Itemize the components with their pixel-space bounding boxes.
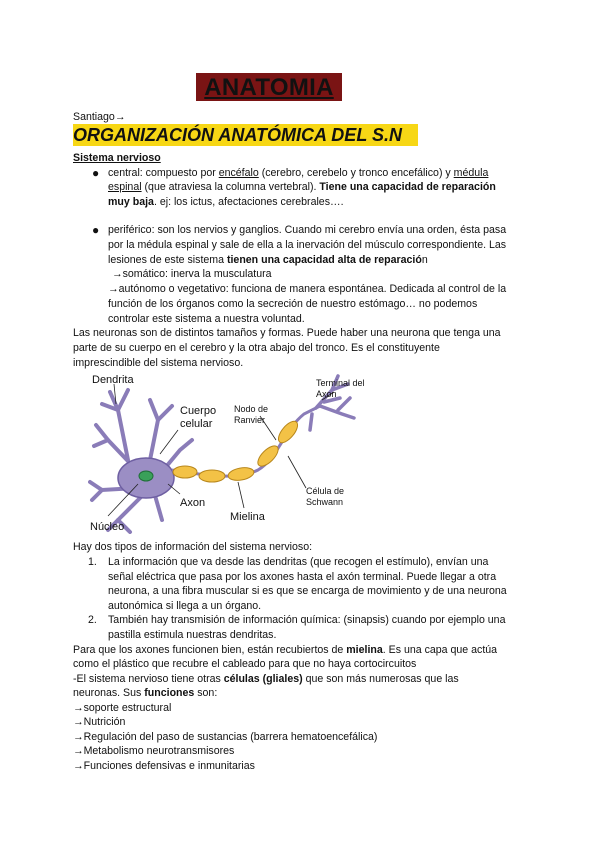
periferico-line-3: lesiones de este sistema tienen una capacidad alta de reparación <box>108 254 428 266</box>
funcion-item: →Funciones defensivas e inmunitarias <box>73 760 255 772</box>
page-title: ANATOMIA <box>196 73 342 101</box>
funcion-item: →Regulación del paso de sustancias (barrera hematoencefálica) <box>73 731 378 743</box>
list-item-1-line-4: autonómica si llega a un órgano. <box>108 600 262 612</box>
label-terminal-1: Terminal del <box>316 378 365 388</box>
author-line: Santiago→ <box>73 111 126 123</box>
label-nodo-1: Nodo de <box>234 404 269 414</box>
section-heading: ORGANIZACIÓN ANATÓMICA DEL S.N <box>73 124 418 146</box>
periferico-line-1: periférico: son los nervios y ganglios. Cuando mi cerebro envía una orden, ésta pasa <box>108 224 507 236</box>
neuronas-line-3: imprescindible del sistema nervioso. <box>73 357 244 369</box>
list-number-1: 1. <box>88 556 97 568</box>
list-item-1-line-1: La información que va desde las dendritas (que recogen el estímulo), envían una <box>108 556 489 568</box>
label-cuerpo-1: Cuerpo <box>180 405 217 417</box>
funcion-item: →Metabolismo neurotransmisores <box>73 745 235 757</box>
bullet-icon: ● <box>92 166 100 180</box>
label-mielina: Mielina <box>230 511 265 523</box>
label-cuerpo-2: celular <box>180 418 213 430</box>
label-celula-2: Schwann <box>306 497 344 507</box>
funcion-item: →soporte estructural <box>73 702 172 714</box>
label-nucleo: Núcleo <box>90 521 125 533</box>
nucleus-icon <box>139 471 153 481</box>
periferico-line-4: →somático: inerva la musculatura <box>112 268 272 280</box>
label-dendrita: Dendrita <box>92 374 134 386</box>
mielina-line-2: como el plástico que recubre el cableado para que no haya cortocircuitos <box>73 658 417 670</box>
info-intro: Hay dos tipos de información del sistema nervioso: <box>73 541 313 553</box>
central-line-1: central: compuesto por encéfalo (cerebro, cerebelo y tronco encefálico) y médula <box>108 167 489 179</box>
periferico-line-5: →autónomo o vegetativo: funciona de manera espontánea. Dedicada al control de la <box>108 283 507 295</box>
neuronas-line-2: parte de su cuerpo en el cerebro y la otra abajo del tronco. Es el constituyente <box>73 342 440 354</box>
mielina-line-4: neuronas. Sus funciones son: <box>73 687 218 699</box>
list-item-2-line-1: También hay transmisión de información química: (sinapsis) cuando por ejemplo una <box>108 614 506 626</box>
label-axon: Axon <box>180 497 206 509</box>
central-line-2: espinal (que atraviesa la columna vertebral). Tiene una capacidad de reparación <box>108 181 496 193</box>
mielina-line-1: Para que los axones funcionen bien, están recubiertos de mielina. Es una capa que actúa <box>73 644 498 656</box>
neuronas-line-1: Las neuronas son de distintos tamaños y formas. Puede haber una neurona que tenga una <box>73 327 501 339</box>
periferico-line-2: por la médula espinal y sale de ella a la inervación del músculo correspondiente. Las <box>108 239 507 251</box>
neuron-diagram <box>88 370 388 534</box>
list-item-2-line-2: pastilla estimula nuestras dendritas. <box>108 629 277 641</box>
bullet-icon: ● <box>92 223 100 237</box>
label-nodo-2: Ranvier <box>234 415 266 425</box>
label-terminal-2: Axon <box>316 389 337 399</box>
label-celula-1: Célula de <box>306 486 345 496</box>
subsection-title: Sistema nervioso <box>73 152 161 164</box>
list-item-1-line-3: neurona, a una fibra muscular si es que se encarga de movimiento y de una neurona <box>108 585 507 597</box>
funcion-item: →Nutrición <box>73 716 126 728</box>
mielina-line-3: -El sistema nervioso tiene otras células (gliales) que son más numerosas que las <box>73 673 459 685</box>
central-line-3: muy baja. ej: los ictus, afectaciones cerebrales…. <box>108 196 344 208</box>
list-number-2: 2. <box>88 614 97 626</box>
periferico-line-6: función de los órganos como la secreción de nuestro estómago… no podemos <box>108 298 478 310</box>
list-item-1-line-2: señal eléctrica que pasa por los axones hasta el axón terminal. Puede llegar a otra <box>108 571 497 583</box>
periferico-line-7: controlar este sistema a nuestra voluntad. <box>108 313 305 325</box>
